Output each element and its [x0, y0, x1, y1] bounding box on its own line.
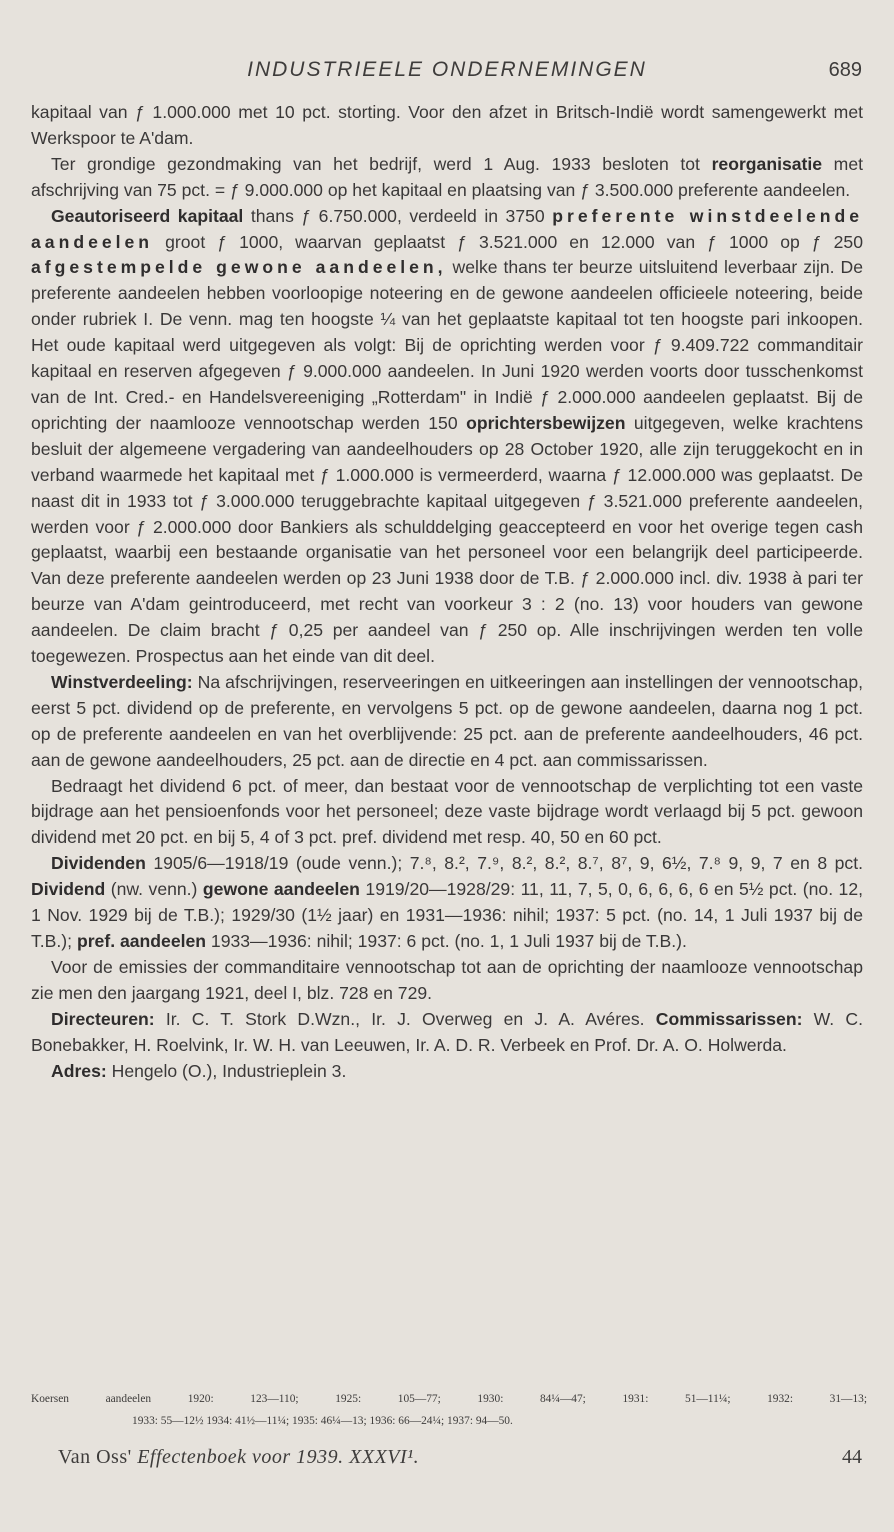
paragraph-emissions: Voor de emissies der commanditaire vennootschap tot aan de oprichting der naamlooze vennootschap zie men den jaargang 1921, deel I, blz. 728 en 729. — [31, 956, 863, 1003]
share-quotations — [31, 1388, 867, 1432]
footer-sheet-number: 44 — [842, 1446, 862, 1468]
term-geautoriseerd-kapitaal: Geautoriseerd kapitaal — [51, 205, 244, 226]
term-pref-aandeelen: pref. aandeelen — [76, 931, 207, 951]
term-reorganisatie: reorganisatie — [711, 153, 823, 174]
paragraph-management: Directeuren: Ir. C. T. Stork D.Wzn., Ir. J. Overweg en J. A. Avéres. Commissarissen: W. C. Bonebakker, H. Roelvink, Ir. W. H. van Leeuwen, Ir. A. D. R. Verbeek en Prof. Dr. A. O. Holwerda. — [31, 1008, 863, 1055]
term-preferente-aandeelen: preferente winstdeelende aandeelen — [31, 205, 864, 252]
term-commissarissen: Commissarissen: — [655, 1008, 803, 1029]
quotations-line-2: 1933: 55—12½ 1934: 41½—11¼; 1935: 46¼—13; 1936: 66—24¼; 1937: 94—50. — [132, 1415, 513, 1427]
paragraph-authorised-capital: Geautoriseerd kapitaal thans ƒ 6.750.000, verdeeld in 3750 preferente winstdeelende aandeelen groot ƒ 1000, waarvan geplaatst ƒ 3.521.000 en 12.000 van ƒ 1000 op ƒ 250 afgestempelde gewone aandeelen, welke thans ter beurze uitsluitend leverbaar zijn. De preferente aandeelen hebben voorloopige noteering en de gewone aandeelen officieele noteering, beide onder rubriek I. De venn. mag ten hoogste ¼ van het geplaatste kapitaal tot ten hoogste pari inkoopen. Het oude kapitaal werd uitgegeven als volgt: Bij de oprichting werden voor ƒ 9.409.722 commanditair kapitaal en reserven afgegeven ƒ 9.000.000 aandeelen. In Juni 1920 werden voorts door tusschenkomst van de Int. Cred.- en Handelsvereeniging „Rotterdam" in Indië ƒ 2.000.000 aandeelen geplaatst. Bij de oprichting der naamlooze vennootschap werden 150 oprichtersbewijzen uitgegeven, welke krachtens besluit der algemeene vergadering van aandeelhouders op 28 October 1920, alle zijn teruggekocht en in verband waarmede het kapitaal met ƒ 1.000.000 is vermeerderd, waarna ƒ 12.000.000 was geplaatst. De naast dit in 1933 tot ƒ 3.000.000 teruggebrachte kapitaal uitgegeven ƒ 3.521.000 preferente aandeelen, werden voor ƒ 2.000.000 door Bankiers als schulddelging geaccepteerd en voor het overige tegen cash geplaatst, waarbij een bestaande organisatie van het personeel voor een belangrijk deel participeerde. Van deze preferente aandeelen werden op 23 Juni 1938 door de T.B. ƒ 2.000.000 incl. div. 1938 à pari ter beurze van A'dam geintroduceerd, met recht van voorkeur 3 : 2 (no. 13) voor houders van gewone aandeelen. De claim bracht ƒ 0,25 per aandeel van ƒ 250 op. Alle inschrijvingen werden ten volle toegewezen. Prospectus aan het einde van dit deel. — [31, 205, 864, 667]
paragraph-address: Adres: Hengelo (O.), Industrieplein 3. — [51, 1060, 347, 1081]
paragraph-dividends: Dividenden 1905/6—1918/19 (oude venn.); 7.⁸, 8.², 7.⁹, 8.², 8.², 8.⁷, 8⁷, 9, 6½, 7.⁸ 9, 9, 7 en 8 pct. Dividend (nw. venn.) gewone aandeelen 1919/20—1928/29: 11, 11, 7, 5, 0, 6, 6, 6, 6 en 5½ pct. (no. 12, 1 Nov. 1929 bij de T.B.); 1929/30 (1½ jaar) en 1931—1936: nihil; 1937: 5 pct. (no. 14, 1 Juli 1937 bij de T.B.); pref. aandeelen 1933—1936: nihil; 1937: 6 pct. (no. 1, 1 Juli 1937 bij de T.B.). — [31, 853, 864, 951]
page-number: 689 — [828, 59, 862, 81]
paragraph-profit-distribution: Winstverdeeling: Na afschrijvingen, reserveeringen en uitkeeringen aan instellingen der vennootschap, eerst 5 pct. dividend op de preferente, en vervolgens 5 pct. op de gewone aandeelen, daarna nog 1 pct. op de preferente aandeelen en van het overblijvende: 25 pct. aan de preferente aandeelhouders, 46 pct. aan de gewone aandeelhouders, 25 pct. aan de directie en 4 pct. aan commissarissen. — [31, 671, 863, 770]
paragraph-reorganisation: Ter grondige gezondmaking van het bedrijf, werd 1 Aug. 1933 besloten tot reorganisatie met afschrijving van 75 pct. = ƒ 9.000.000 op het kapitaal en plaatsing van ƒ 3.500.000 preferente aandeelen. — [31, 153, 864, 200]
footer-publisher: Van Oss' — [58, 1446, 132, 1468]
term-adres: Adres: — [51, 1060, 107, 1081]
paragraph-capital-intro: kapitaal van ƒ 1.000.000 met 10 pct. storting. Voor den afzet in Britsch-Indië wordt samengewerkt met Werkspoor te A'dam. — [31, 102, 863, 148]
term-dividend: Dividend — [31, 879, 106, 900]
footer-source — [58, 1446, 419, 1469]
term-gewone-aandeelen: afgestempelde gewone aandeelen, — [31, 257, 447, 278]
footer-volume: XXXVI¹. — [349, 1446, 420, 1468]
article-body — [31, 100, 863, 1084]
term-winstverdeeling: Winstverdeeling: — [51, 671, 193, 692]
paragraph-pension-fund: Bedraagt het dividend 6 pct. of meer, dan bestaat voor de vennootschap de verplichting tot een vaste bijdrage aan het pensioenfonds voor het personeel; deze vaste bijdrage wordt verlaagd bij 5 pct. gewoon dividend met 20 pct. en bij 5, 4 of 3 pct. pref. dividend met resp. 40, 50 en 60 pct. — [31, 775, 863, 848]
footer-book-title: Effectenboek voor 1939. — [137, 1446, 344, 1468]
term-directeuren: Directeuren: — [51, 1008, 155, 1029]
page-footer — [58, 1446, 862, 1476]
term-gewone-aandeelen-dividend: gewone aandeelen — [202, 879, 360, 900]
quotations-line-1: Koersen aandeelen 1920: 123—110; 1925: 105—77; 1930: 84¼—47; 1931: 51—11¼; 1932: 31—13; — [31, 1393, 867, 1405]
page-header — [0, 52, 894, 92]
term-dividenden: Dividenden — [51, 853, 146, 874]
running-title: INDUSTRIEELE ONDERNEMINGEN — [247, 58, 647, 81]
term-oprichtersbewijzen: oprichtersbewijzen — [466, 412, 626, 433]
